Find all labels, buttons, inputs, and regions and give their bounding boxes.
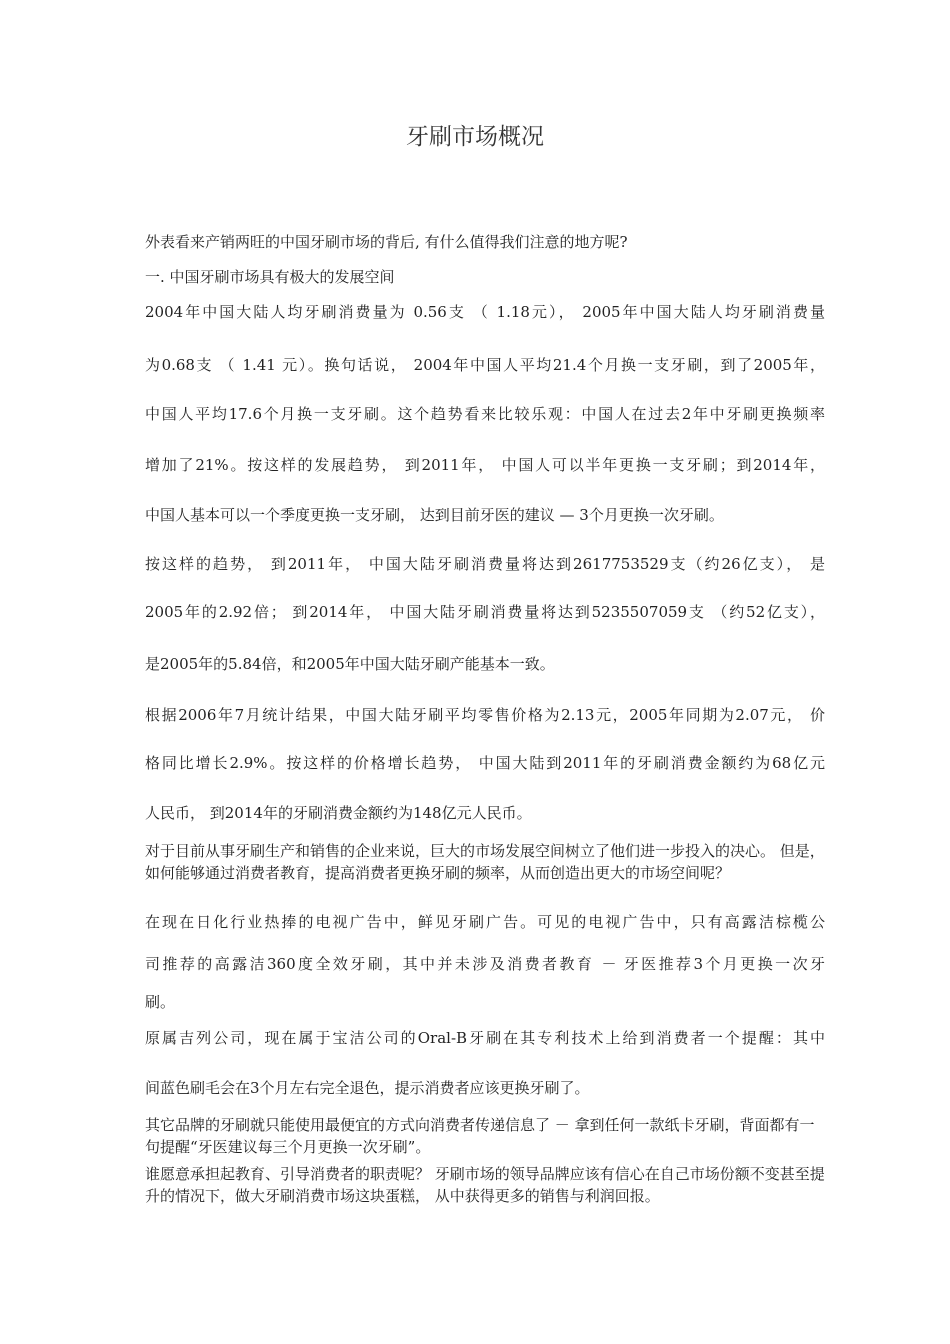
text-line: 间蓝色刷毛会在3个月左右完全退色，提示消费者应该更换牙刷了。 xyxy=(145,1079,590,1097)
text-line: 刷。 xyxy=(145,993,176,1011)
section-heading-1: 一. 中国牙刷市场具有极大的发展空间 xyxy=(145,268,395,286)
text-line: 中国人平均17.6个月换一支牙刷。这个趋势看来比较乐观：中国人在过去2年中牙刷更换频率 xyxy=(145,405,825,423)
text-line: 中国人基本可以一个季度更换一支牙刷， 达到目前牙医的建议 — 3个月更换一次牙刷。 xyxy=(145,506,724,524)
text-line: 根据2006年7月统计结果，中国大陆牙刷平均零售价格为2.13元，2005年同期为2.07元， 价 xyxy=(145,706,825,724)
text-line: 为0.68支 （ 1.41 元）。换句话说， 2004年中国人平均21.4个月换一支牙刷，到了2005年， xyxy=(145,356,825,374)
paragraph-intro: 外表看来产销两旺的中国牙刷市场的背后, 有什么值得我们注意的地方呢? xyxy=(145,233,628,251)
text-line: 格同比增长2.9%。按这样的价格增长趋势， 中国大陆到2011年的牙刷消费金额约为68亿元 xyxy=(145,754,825,772)
text-line: 原属吉列公司，现在属于宝洁公司的Oral-B牙刷在其专利技术上给到消费者一个提醒：其中 xyxy=(145,1029,825,1047)
page-title: 牙刷市场概况 xyxy=(406,124,544,150)
text-line: 2005年的2.92倍； 到2014年， 中国大陆牙刷消费量将达到5235507059支 （约52亿支）， xyxy=(145,603,825,621)
paragraph: 其它品牌的牙刷就只能使用最便宜的方式向消费者传递信息了 － 拿到任何一款纸卡牙刷，背面都有一句提醒“牙医建议每三个月更换一次牙刷”。 xyxy=(145,1116,815,1156)
text-line: 在现在日化行业热捧的电视广告中，鲜见牙刷广告。可见的电视广告中，只有高露洁棕榄公 xyxy=(145,913,825,931)
text-line: 2004年中国大陆人均牙刷消费量为 0.56支 （ 1.18元）， 2005年中国大陆人均牙刷消费量 xyxy=(145,303,825,321)
text-line: 按这样的趋势， 到2011年， 中国大陆牙刷消费量将达到2617753529支（约26亿支）， 是 xyxy=(145,555,825,573)
paragraph: 谁愿意承担起教育、引导消费者的职责呢？ 牙刷市场的领导品牌应该有信心在自己市场份额不变甚至提升的情况下，做大牙刷消费市场这块蛋糕， 从中获得更多的销售与利润回报。 xyxy=(145,1165,825,1205)
text-line: 增加了21%。按这样的发展趋势， 到2011年， 中国人可以半年更换一支牙刷；到2014年， xyxy=(145,456,825,474)
paragraph: 对于目前从事牙刷生产和销售的企业来说，巨大的市场发展空间树立了他们进一步投入的决心。 但是，如何能够通过消费者教育，提高消费者更换牙刷的频率，从而创造出更大的市场空间呢？ xyxy=(145,842,825,882)
text-line: 是2005年的5.84倍，和2005年中国大陆牙刷产能基本一致。 xyxy=(145,655,555,673)
text-line: 人民币， 到2014年的牙刷消费金额约为148亿元人民币。 xyxy=(145,804,532,822)
text-line: 司推荐的高露洁360度全效牙刷，其中并未涉及消费者教育 － 牙医推荐3个月更换一次牙 xyxy=(145,955,825,973)
